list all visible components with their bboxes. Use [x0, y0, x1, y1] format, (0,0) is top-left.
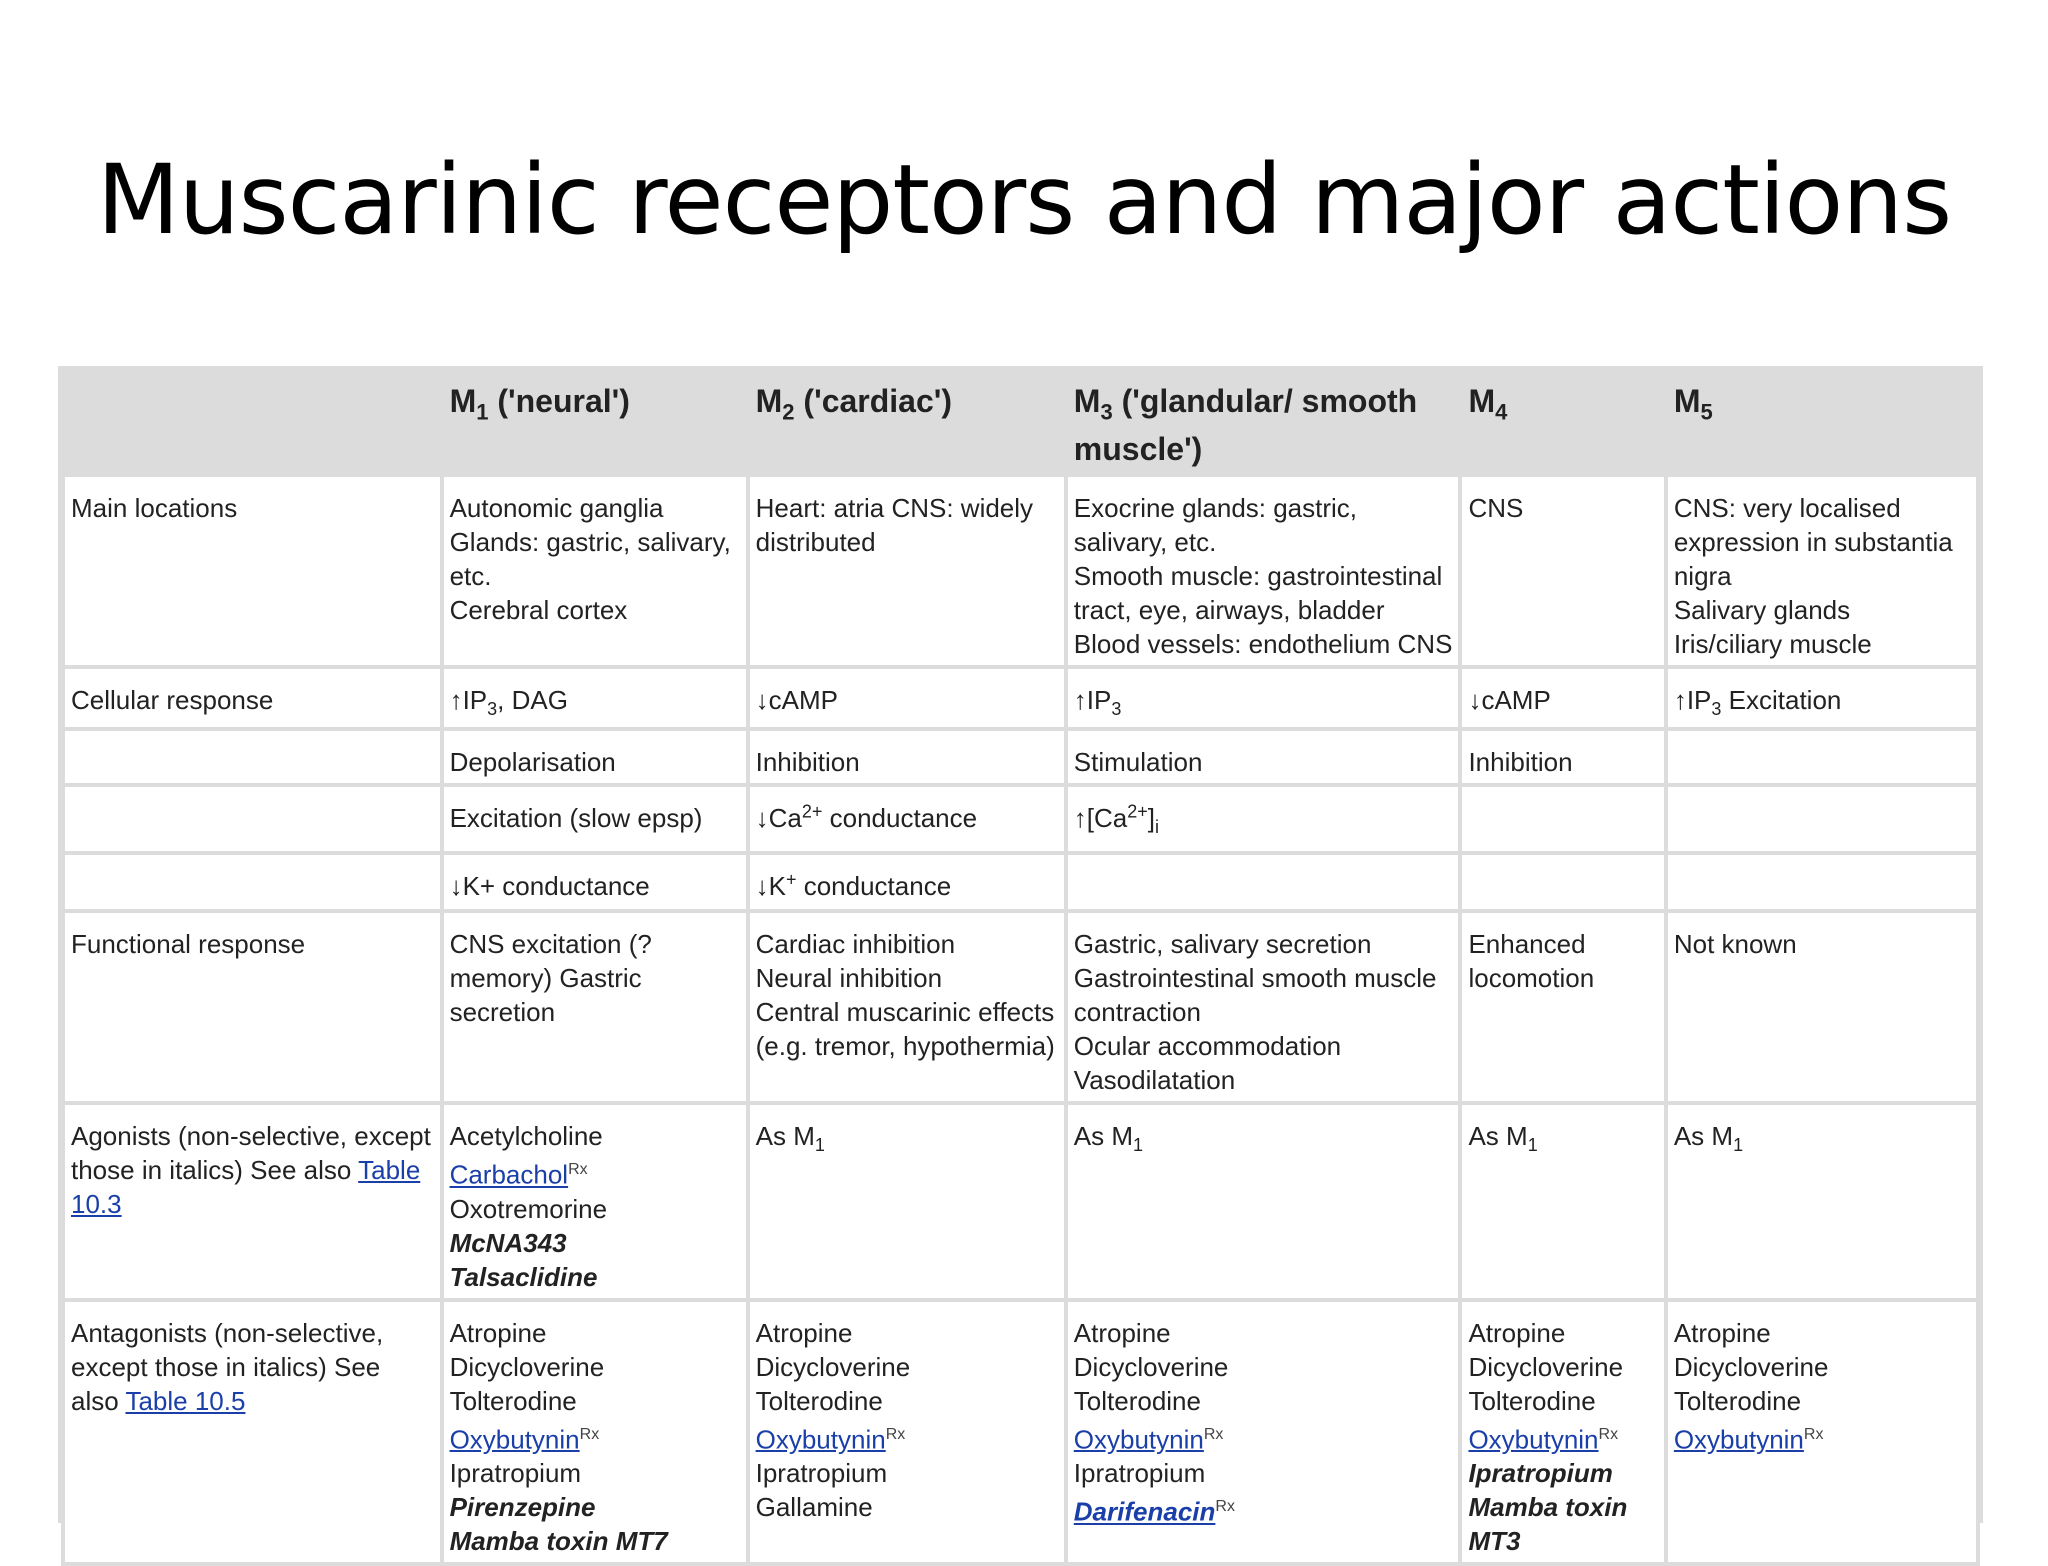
oxybutynin-link[interactable]: Oxybutynin	[1073, 1424, 1204, 1455]
cell-m2-functional-response	[750, 913, 1064, 1101]
cell-line: Atropine	[1468, 1317, 1566, 1348]
cell-line: Autonomic ganglia	[449, 493, 664, 523]
cell-m5-antagonists	[1668, 1302, 1976, 1563]
cell-m4-antagonists	[1462, 1302, 1663, 1563]
row-label-antagonists: Antagonists (non-selective, except those in italics) See also Table 10.5	[65, 1302, 440, 1563]
cell-line: Tolterodine	[755, 1385, 883, 1416]
rx-icon: Rx	[568, 1161, 588, 1178]
cell-m3-excitation: $↑[Ca^{2+}]_i$	[1068, 787, 1459, 851]
cell-line	[450, 1153, 740, 1192]
cell-line: Vasodilatation	[1073, 1065, 1236, 1095]
cell-line: Cardiac inhibition	[755, 929, 956, 959]
header-m5: $M_5$	[1668, 373, 1976, 473]
cell-line: Ipratropium	[755, 1458, 888, 1489]
cell-line: Cerebral cortex	[449, 595, 628, 625]
row-excitation	[65, 787, 1976, 851]
cell-line: CNS: very localised expression in substantia nigra	[1673, 493, 1953, 591]
cell-m2-antagonists	[750, 1302, 1064, 1563]
rx-icon: Rx	[579, 1425, 600, 1443]
row-label-agonists: Agonists (non-selective, except those in italics) See also Table 10.3	[65, 1105, 440, 1298]
header-row-label	[65, 373, 440, 473]
cell-line: Exocrine glands: gastric, salivary, etc.	[1073, 493, 1358, 557]
cell-line: Iris/ciliary muscle	[1673, 629, 1872, 659]
header-m3: $M_3$ ('glandular/ smooth muscle')	[1068, 373, 1459, 473]
cell-m1-cellular-response: $↑IP_3$, DAG	[444, 669, 746, 727]
row-k-conductance	[65, 855, 1976, 909]
muscarinic-receptors-table	[61, 369, 1980, 1566]
cell-line: Dicycloverine	[755, 1351, 911, 1382]
cell-line: Mamba toxin MT7	[449, 1526, 668, 1557]
cell-line: Dicycloverine	[1468, 1351, 1624, 1382]
cell-line: Dicycloverine	[1673, 1351, 1829, 1382]
cell-line: Ipratropium	[1468, 1458, 1613, 1489]
cell-m5-functional-response: Not known	[1668, 913, 1976, 1101]
cell-m4-functional-response: Enhanced locomotion	[1462, 913, 1663, 1101]
row-main-locations	[65, 477, 1976, 665]
cell-m3-agonists: As $M_1$	[1068, 1105, 1459, 1298]
cell-m3-membrane-effect: Stimulation	[1068, 731, 1459, 783]
oxybutynin-link[interactable]: Oxybutynin	[1468, 1424, 1599, 1455]
cell-line: Tolterodine	[1073, 1385, 1201, 1416]
table-10-3-link[interactable]: Table 10.3	[71, 1155, 421, 1219]
cell-m3-main-locations	[1068, 477, 1459, 665]
rx-icon: Rx	[1215, 1498, 1235, 1516]
cell-m1-membrane-effect: Depolarisation	[444, 731, 746, 783]
cell-m1-antagonists	[444, 1302, 746, 1563]
cell-m5-agonists: As $M_1$	[1668, 1105, 1976, 1298]
cell-m4-membrane-effect: Inhibition	[1462, 731, 1663, 783]
cell-m5-main-locations	[1668, 477, 1976, 665]
cell-m4-k-conductance	[1462, 855, 1663, 909]
cell-m2-agonists: As $M_1$	[750, 1105, 1064, 1298]
cell-line	[1468, 1418, 1657, 1457]
cell-line: Tolterodine	[1468, 1385, 1596, 1416]
cell-line: Gallamine	[755, 1492, 873, 1523]
header-m1: $M_1$ ('neural')	[444, 373, 746, 473]
cell-line: Ipratropium	[449, 1458, 582, 1489]
cell-line: Tolterodine	[1673, 1385, 1802, 1416]
cell-m3-cellular-response: $↑IP_3$	[1068, 669, 1459, 727]
cell-line: Central muscarinic effects (e.g. tremor, hypothermia)	[755, 997, 1055, 1061]
cell-m3-k-conductance	[1068, 855, 1459, 909]
row-cellular-response	[65, 669, 1976, 727]
header-m2: $M_2$ ('cardiac')	[750, 373, 1064, 473]
rx-icon: Rx	[1598, 1425, 1619, 1443]
cell-line: Smooth muscle: gastrointestinal tract, eye, airways, bladder	[1073, 561, 1443, 625]
cell-line: Ipratropium	[1073, 1458, 1206, 1489]
cell-line: Ocular accommodation	[1073, 1031, 1342, 1061]
header-row	[65, 373, 1976, 473]
carbachol-link[interactable]: Carbachol	[449, 1159, 569, 1190]
cell-line: Pirenzepine	[449, 1492, 596, 1523]
cell-line: Atropine	[1073, 1317, 1171, 1348]
cell-m1-k-conductance: ↓K+ conductance	[444, 855, 746, 909]
row-label-empty	[65, 855, 440, 909]
row-membrane-effect	[65, 731, 1976, 783]
rx-icon: Rx	[885, 1425, 906, 1443]
cell-line: Glands: gastric, salivary, etc.	[449, 527, 731, 591]
cell-line	[1674, 1418, 1970, 1457]
cell-line: McNA343	[449, 1227, 567, 1258]
cell-line	[450, 1418, 740, 1457]
row-label-cellular-response: Cellular response	[65, 669, 440, 727]
cell-m5-membrane-effect	[1668, 731, 1976, 783]
cell-m4-main-locations: CNS	[1462, 477, 1663, 665]
cell-m4-cellular-response: ↓cAMP	[1462, 669, 1663, 727]
cell-line: Blood vessels: endothelium CNS	[1073, 629, 1453, 659]
row-label-empty	[65, 731, 440, 783]
cell-m3-antagonists	[1068, 1302, 1459, 1563]
cell-line: Acetylcholine	[449, 1121, 603, 1151]
row-label-functional-response: Functional response	[65, 913, 440, 1101]
cell-m1-functional-response: CNS excitation (? memory) Gastric secretion	[444, 913, 746, 1101]
row-functional-response	[65, 913, 1976, 1101]
rx-icon: Rx	[1803, 1425, 1824, 1443]
cell-m5-excitation	[1668, 787, 1976, 851]
cell-line: Dicycloverine	[449, 1351, 605, 1382]
oxybutynin-link[interactable]: Oxybutynin	[1673, 1424, 1804, 1455]
oxybutynin-link[interactable]: Oxybutynin	[755, 1424, 886, 1455]
cell-line: Atropine	[755, 1317, 853, 1348]
cell-m5-k-conductance	[1668, 855, 1976, 909]
oxybutynin-link[interactable]: Oxybutynin	[449, 1424, 580, 1455]
cell-line: Neural inhibition	[755, 963, 943, 993]
cell-m4-excitation	[1462, 787, 1663, 851]
rx-icon: Rx	[1203, 1425, 1224, 1443]
cell-m4-agonists: As $M_1$	[1462, 1105, 1663, 1298]
row-antagonists	[65, 1302, 1976, 1563]
cell-m1-main-locations	[444, 477, 746, 665]
cell-line: Atropine	[1673, 1317, 1771, 1348]
table-10-5-link[interactable]: Table 10.5	[125, 1385, 246, 1416]
cell-line: Gastrointestinal smooth muscle contraction	[1073, 963, 1437, 1027]
cell-m2-k-conductance: ↓K+ conductance	[750, 855, 1064, 909]
cell-m3-functional-response	[1068, 913, 1459, 1101]
cell-line: Oxotremorine	[449, 1193, 608, 1224]
cell-line: Tolterodine	[449, 1385, 577, 1416]
cell-m1-excitation: Excitation (slow epsp)	[444, 787, 746, 851]
cell-line: Salivary glands	[1673, 595, 1851, 625]
row-agonists	[65, 1105, 1976, 1298]
cell-m2-membrane-effect: Inhibition	[750, 731, 1064, 783]
cell-m5-cellular-response: $↑IP_3$ Excitation	[1668, 669, 1976, 727]
cell-line	[1074, 1490, 1453, 1529]
header-m4: $M_4$	[1462, 373, 1663, 473]
cell-m2-cellular-response: ↓cAMP	[750, 669, 1064, 727]
cell-m2-main-locations: Heart: atria CNS: widely distributed	[750, 477, 1064, 665]
cell-line: Atropine	[449, 1317, 547, 1348]
muscarinic-table-frame	[58, 366, 1983, 1557]
cell-line: Dicycloverine	[1073, 1351, 1229, 1382]
cell-line	[756, 1418, 1058, 1457]
row-label-empty	[65, 787, 440, 851]
cell-line	[1074, 1418, 1453, 1457]
cell-m2-excitation: $↓Ca^{2+}$ conductance	[750, 787, 1064, 851]
cell-line: Mamba toxin MT3	[1468, 1492, 1628, 1557]
cell-line: Gastric, salivary secretion	[1073, 929, 1372, 959]
cell-m1-agonists	[444, 1105, 746, 1298]
cell-line: Talsaclidine	[449, 1261, 598, 1292]
slide-title: Muscarinic receptors and major actions	[96, 144, 1952, 256]
darifenacin-link[interactable]: Darifenacin	[1073, 1496, 1216, 1527]
row-label-main-locations: Main locations	[65, 477, 440, 665]
